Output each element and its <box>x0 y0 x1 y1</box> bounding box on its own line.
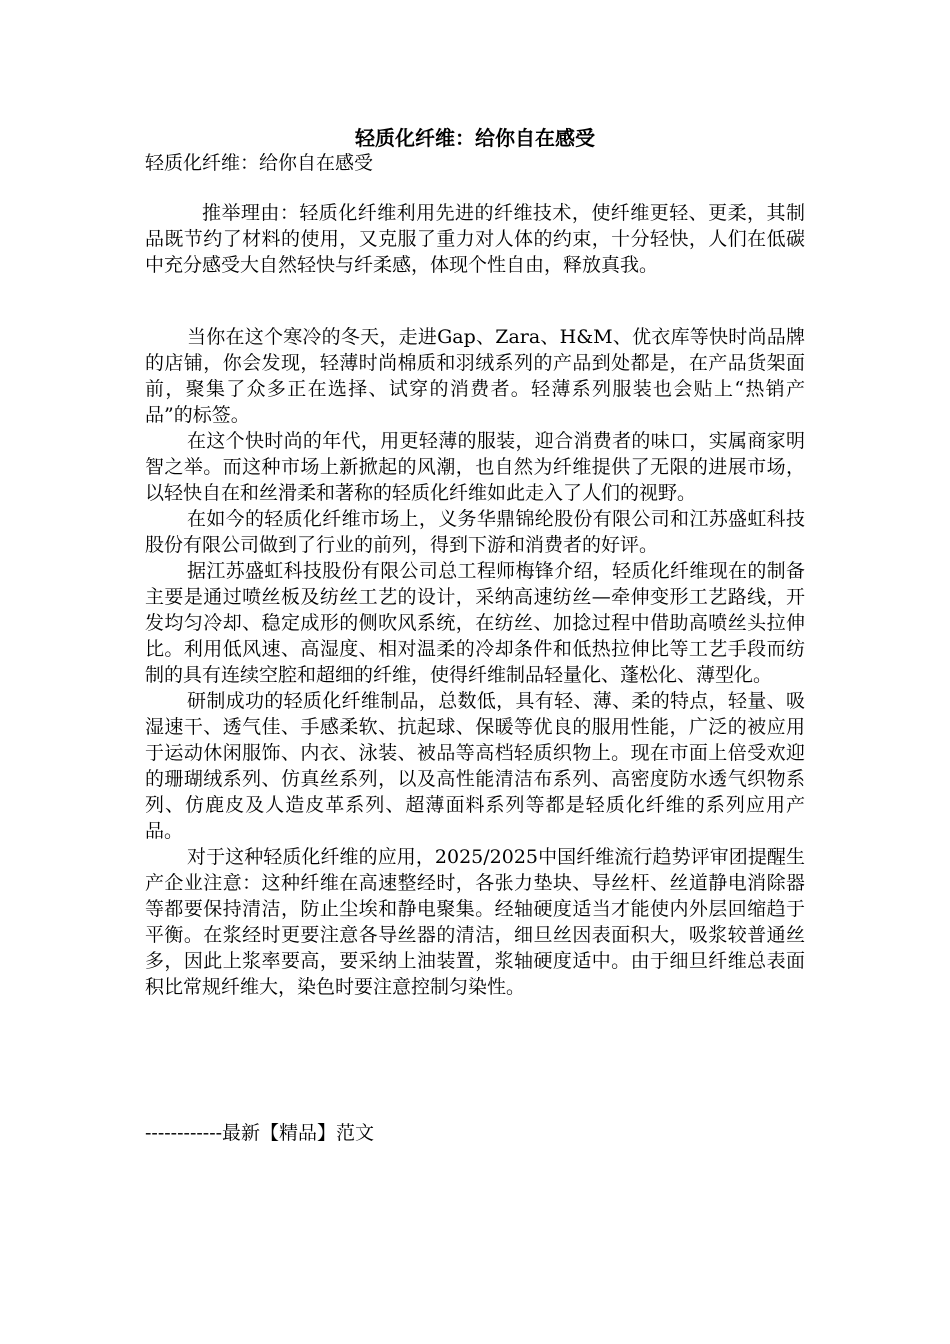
paragraph: 当你在这个寒冷的冬天，走进Gap、Zara、H&M、优衣库等快时尚品牌的店铺，你会发现，轻薄时尚棉质和羽绒系列的产品到处都是，在产品货架面前，聚集了众多正在选择、试穿的消费者。轻薄系列服装也会贴上“热销产品”的标签。 <box>145 326 805 426</box>
document-title: 轻质化纤维：给你自在感受 <box>355 126 595 150</box>
article-body <box>145 324 805 1000</box>
paragraph: 对于这种轻质化纤维的应用，2025/2025中国纤维流行趋势评审团提醒生产企业注意：这种纤维在高速整经时，各张力垫块、导丝杆、丝道静电消除器等都要保持清洁，防止尘埃和静电聚集。经轴硬度适当才能使内外层回缩趋于平衡。在浆经时更要注意各导丝器的清洁，细旦丝因表面积大，吸浆较普通丝多，因此上浆率要高，要采纳上油装置，浆轴硬度适中。由于细旦纤维总表面积比常规纤维大，染色时要注意控制匀染性。 <box>145 846 805 998</box>
paragraph: 据江苏盛虹科技股份有限公司总工程师梅锋介绍，轻质化纤维现在的制备主要是通过喷丝板及纺丝工艺的设计，采纳高速纺丝—牵伸变形工艺路线，开发均匀冷却、稳定成形的侧吹风系统，在纺丝、加捻过程中借助高喷丝头拉伸比。利用低风速、高湿度、相对温柔的冷却条件和低热拉伸比等工艺手段而纺制的具有连续空腔和超细的纤维，使得纤维制品轻量化、蓬松化、薄型化。 <box>145 560 805 686</box>
paragraph: 在这个快时尚的年代，用更轻薄的服装，迎合消费者的味口，实属商家明智之举。而这种市场上新掀起的风潮，也自然为纤维提供了无限的进展市场，以轻快自在和丝滑柔和著称的轻质化纤维如此走入了人们的视野。 <box>145 430 805 504</box>
paragraph: 在如今的轻质化纤维市场上，义务华鼎锦纶股份有限公司和江苏盛虹科技股份有限公司做到了行业的前列，得到下游和消费者的好评。 <box>145 508 805 556</box>
paragraph: 研制成功的轻质化纤维制品，总数低，具有轻、薄、柔的特点，轻量、吸湿速干、透气佳、手感柔软、抗起球、保暖等优良的服用性能，广泛的被应用于运动休闲服饰、内衣、泳装、被品等高档轻质织物上。现在市面上倍受欢迎的珊瑚绒系列、仿真丝系列，以及高性能清洁布系列、高密度防水透气织物系列、仿鹿皮及人造皮革系列、超薄面料系列等都是轻质化纤维的系列应用产品。 <box>145 690 805 842</box>
document-subtitle: 轻质化纤维：给你自在感受 <box>145 152 374 174</box>
recommendation-paragraph: 推举理由：轻质化纤维利用先进的纤维技术，使纤维更轻、更柔，其制品既节约了材料的使用，又克服了重力对人体的约束，十分轻快，人们在低碳中充分感受大自然轻快与纤柔感，体现个性自由，释放真我。 <box>145 202 805 276</box>
footer-text: ------------最新【精品】范文 <box>145 1122 375 1144</box>
